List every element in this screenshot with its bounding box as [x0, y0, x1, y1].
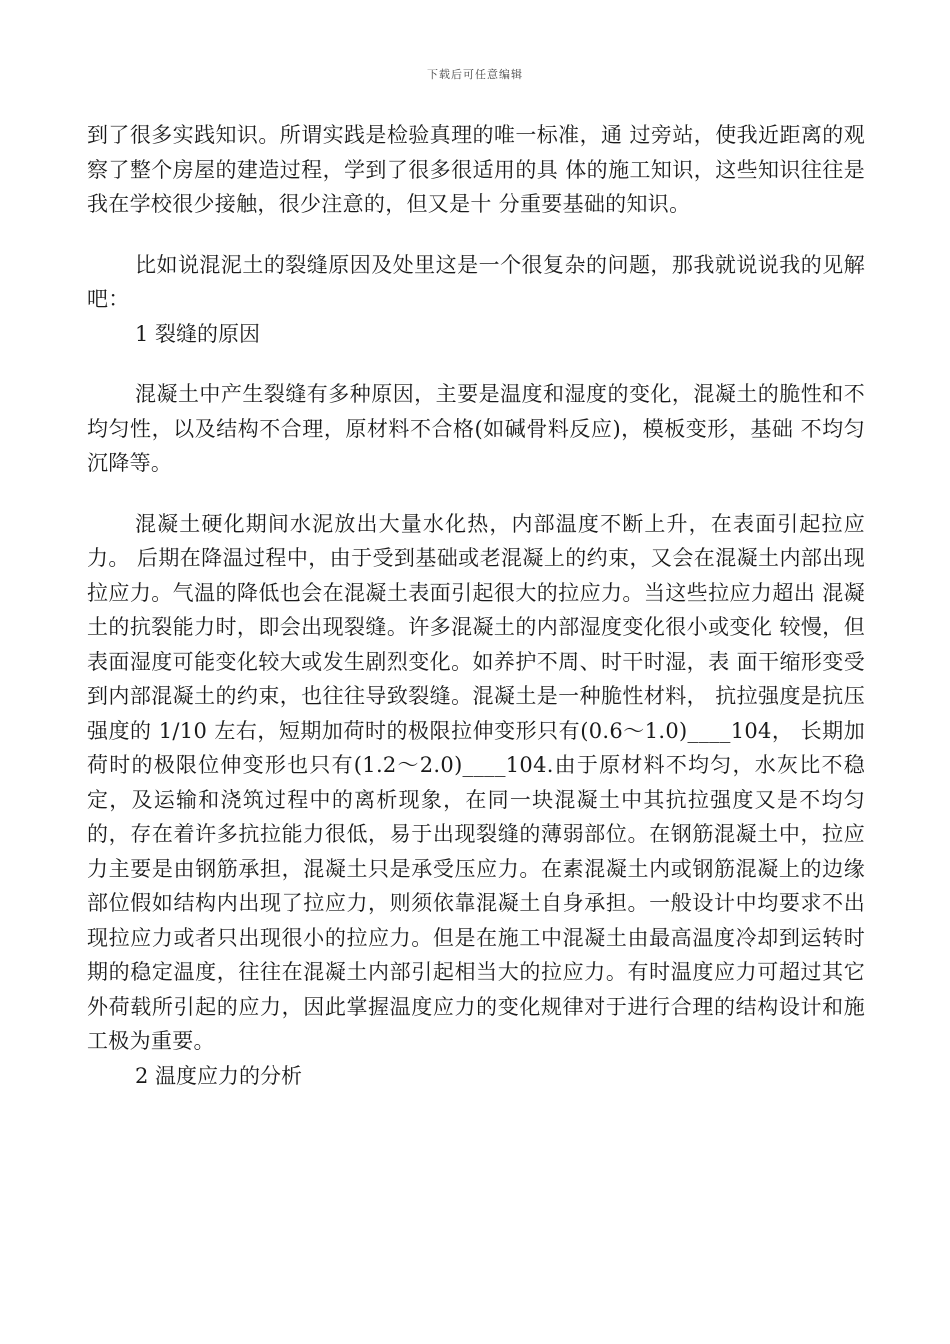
- paragraph-crack-causes: 混凝土中产生裂缝有多种原因，主要是温度和湿度的变化，混凝土的脆性和不均匀性，以及结构不合理，原材料不合格(如碱骨料反应)，模板变形，基础 不均匀沉降等。: [87, 382, 865, 475]
- section-heading-temperature-stress: 2 温度应力的分析: [135, 1063, 303, 1088]
- page-header-note: 下载后可任意编辑: [427, 68, 523, 81]
- document-body: [87, 118, 865, 1093]
- paragraph-crack-intro: 比如说混泥土的裂缝原因及处里这是一个很复杂的问题，那我就说说我的见解吧：: [87, 252, 865, 311]
- paragraph-hydration-heat: 混凝土硬化期间水泥放出大量水化热，内部温度不断上升，在表面引起拉应力。 后期在降温过程中，由于受到基础或老混凝上的约束，又会在混凝土内部出现 拉应力。气温的降低也会在混凝土表面引起很大的拉应力。当这些拉应力超出 混凝土的抗裂能力时，即会出现裂缝。许多混凝土的内部湿度变化很小或变化 较慢，但表面湿度可能变化较大或发生剧烈变化。如养护不周、时干时湿，表 面干缩形变受到内部混凝土的约束，也往往导致裂缝。混凝土是一种脆性材料， 抗拉强度是抗压强度的 1/10 左右，短期加荷时的极限拉伸变形只有(0.6～1.0)____104， 长期加荷时的极限位伸变形也只有(1.2～2.0)____104.由于原材料不均匀，水灰比不稳定，及运输和浇筑过程中的离析现象，在同一块混凝土中其抗拉强度又是不均匀的，存在着许多抗拉能力很低，易于出现裂缝的薄弱部位。在钢筋混凝土中，拉应力主要是由钢筋承担，混凝土只是承受压应力。在素混凝土内或钢筋混凝上的边缘部位假如结构内出现了拉应力，则须依靠混凝土自身承担。一般设计中均要求不出现拉应力或者只出现很小的拉应力。但是在施工中混凝土由最高温度冷却到运转时期的稳定温度，往往在混凝土内部引起相当大的拉应力。有时温度应力可超过其它外荷载所引起的应力，因此掌握温度应力的变化规律对于进行合理的结构设计和施工极为重要。: [87, 511, 865, 1053]
- paragraph-practice-knowledge: 到了很多实践知识。所谓实践是检验真理的唯一标准，通 过旁站，使我近距离的观察了整个房屋的建造过程，学到了很多很适用的具 体的施工知识，这些知识往往是我在学校很少接触，很少注意的，但又是十 分重要基础的知识。: [87, 123, 865, 216]
- section-heading-crack-causes: 1 裂缝的原因: [135, 321, 261, 346]
